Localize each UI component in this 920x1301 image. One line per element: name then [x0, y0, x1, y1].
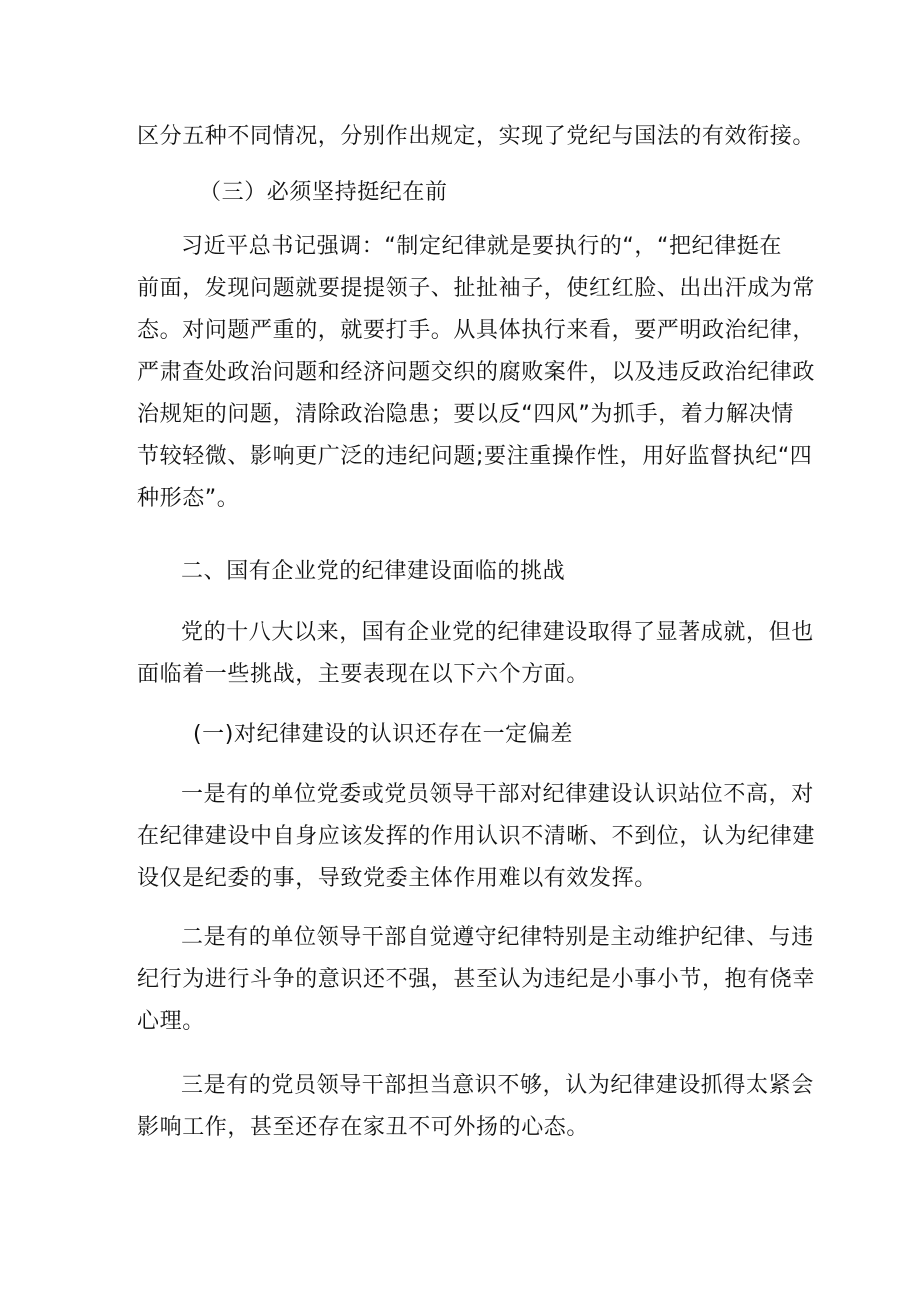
paragraph-2 — [137, 226, 816, 520]
paragraph-4-line-2: 在纪律建设中自身应该发挥的作用认识不清晰、不到位，认为纪律建 — [137, 824, 816, 849]
paragraph-1-line-1: 区分五种不同情况，分别作出规定，实现了党纪与国法的有效衔接。 — [137, 124, 816, 149]
paragraph-3 — [137, 612, 814, 696]
paragraph-4-line-1: 一是有的单位党委或党员领导干部对纪律建设认识站位不高，对 — [181, 782, 814, 807]
paragraph-2-line-3: 态。对问题严重的，就要打手。从具体执行来看，要严明政治纪律， — [137, 318, 816, 343]
heading-3-text: （三）必须坚持挺纪在前 — [199, 180, 448, 205]
paragraph-5-line-2: 纪行为进行斗争的意识还不强，甚至认为违纪是小事小节，抱有侥幸 — [137, 967, 816, 992]
paragraph-2-line-6: 节较轻微、影响更广泛的违纪问题;要注重操作性，用好监督执纪“四 — [137, 444, 813, 469]
heading-1 — [137, 714, 787, 756]
paragraph-6-line-1: 三是有的党员领导干部担当意识不够，认为纪律建设抓得太紧会 — [181, 1073, 814, 1098]
paragraph-2-line-7: 种形态”。 — [137, 486, 240, 511]
paragraph-3-line-2: 面临着一些挑战，主要表现在以下六个方面。 — [137, 662, 590, 687]
section-2-heading — [137, 551, 787, 593]
paragraph-3-line-1: 党的十八大以来，国有企业党的纪律建设取得了显著成就，但也 — [181, 620, 814, 645]
paragraph-5 — [137, 917, 816, 1043]
heading-3 — [137, 172, 787, 214]
paragraph-4 — [137, 774, 816, 900]
paragraph-2-line-2: 前面，发现问题就要提提领子、扯扯袖子，使红红脸、出出汗成为常 — [137, 276, 816, 301]
paragraph-6-line-2: 影响工作，甚至还存在家丑不可外扬的心态。 — [137, 1115, 590, 1140]
paragraph-4-line-3: 设仅是纪委的事，导致党委主体作用难以有效发挥。 — [137, 866, 657, 891]
paragraph-1 — [137, 116, 816, 158]
paragraph-2-line-1: 习近平总书记强调：“制定纪律就是要执行的“，“把纪律挺在 — [181, 234, 782, 259]
paragraph-5-line-1: 二是有的单位领导干部自觉遵守纪律特别是主动维护纪律、与违 — [181, 925, 814, 950]
heading-1-text: (一)对纪律建设的认识还存在一定偏差 — [193, 722, 573, 747]
paragraph-2-line-5: 治规矩的问题，清除政治隐患；要以反“四风”为抓手，着力解决情 — [137, 402, 794, 427]
paragraph-2-line-4: 严肃查处政治问题和经济问题交织的腐败案件，以及违反政治纪律政 — [137, 360, 816, 385]
section-2-heading-text: 二、国有企业党的纪律建设面临的挑战 — [181, 559, 566, 584]
paragraph-6 — [137, 1065, 814, 1149]
paragraph-5-line-3: 心理。 — [137, 1009, 205, 1034]
